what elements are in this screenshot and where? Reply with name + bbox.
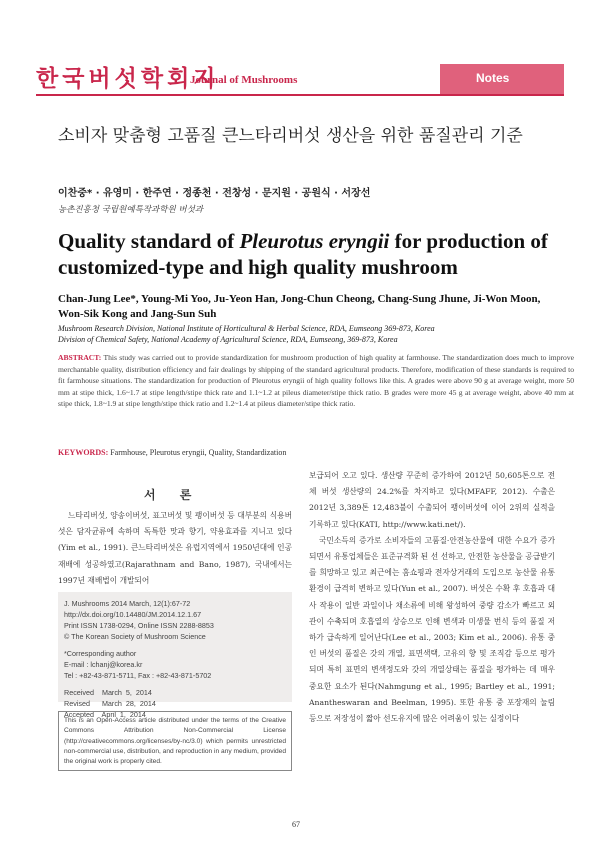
journal-name-korean: 한국버섯학회지	[36, 66, 220, 92]
abstract	[58, 352, 574, 410]
title-english-pre: Quality standard of	[58, 229, 240, 253]
header-divider	[36, 94, 564, 96]
page-number: 67	[292, 820, 300, 829]
section-heading-introduction: 서 론	[144, 488, 202, 502]
affiliation-english-2: Division of Chemical Safety, National Academy of Agricultural Science, RDA, Eumseong, 369-873, Korea	[58, 335, 398, 344]
title-english	[58, 228, 558, 280]
affiliation-korean: 농촌진흥청 국립원예특작과학원 버섯과	[58, 205, 203, 215]
accepted-date: Accepted April 1, 2014	[64, 710, 146, 719]
authors-english: Chan-Jung Lee*, Young-Mi Yoo, Ju-Yeon Han, Jong-Chun Cheong, Chang-Sung Jhune, Ji-Won Moon, Won-Sik Kong and Jang-Sun Suh	[58, 293, 541, 320]
license-text: This is an Open-Access article distributed under the terms of the Creative Commons Attribution Non-Commercial License (http://creativecommons.org/licenses/by-nc/3.0) which permits unrestricted non-commercial use, distribution, and reproduction in any medium, provided the original work is properly cited.	[64, 717, 286, 766]
left-column-text: 느타리버섯, 양송이버섯, 표고버섯 및 팽이버섯 등 대부분의 식용버섯은 담자균류에 속하며 독특한 맛과 향기, 약용효과를 지니고 있다(Yim et al., 1991). 큰느타리버섯은 유럽지역에서 1950년대에 인공재배에 성공하였고(Rajarathnam and Bano, 1987), 국내에서는 1997년 재배법이 개발되어	[58, 511, 292, 585]
right-column-paragraph-2: 국민소득의 증가로 소비자들의 고품질·안전농산물에 대한 수요가 증가되면서 유통업체들은 표준규격화 된 선 선하고, 안전한 농산물을 공급받기를 희망하고 있고 최근에는 홈쇼핑과 전자상거래의 도입으로 농산물 유통환경이 급격히 변하고 있다(Yun et al., 2007). 버섯은 수확 후 호흡과 대사 작용이 일반 과일이나 채소류에 비해 왕성하여 중량 감소가 빠르고 외관이 수축되며 호흡열의 상승으로 인해 변색과 미생물 번식 등의 품질 저하가 급속하게 일어난다(Lee et al., 2003; Kim et al., 2006). 유통 중인 버섯의 품질은 갓의 개열, 표면색택, 고유의 향 및 조직감 등으로 평가되며 특히 표면의 변색정도와 갓의 개열상태는 품질을 평가하는 데 매우 중요한 요소가 된다(Nahmgung et al., 1995; Bartley et al., 1991; Anantheswaran and Beelman, 1995). 또한 유통 중 포장재의 눌림 등으로 저장성이 짧아 선도유지에 많은 어려움이 있는 실정이다	[309, 535, 555, 724]
title-english-post: for production of customized-type and high quality mushroom	[58, 229, 548, 279]
authors-korean: 이찬중* · 유영미 · 한주연 · 정종천 · 전창성 · 문지원 · 공원식 · 서장선	[58, 188, 371, 199]
doi-link[interactable]: http://dx.doi.org/10.14480/JM.2014.12.1.67	[64, 610, 202, 619]
keywords-label: KEYWORDS:	[58, 448, 109, 457]
keywords	[58, 448, 574, 457]
title-korean: 소비자 맞춤형 고품질 큰느타리버섯 생산을 위한 품질관리 기준	[58, 126, 523, 146]
keywords-text: Farmhouse, Pleurotus eryngii, Quality, Standardization	[108, 448, 287, 457]
abstract-label: ABSTRACT:	[58, 353, 102, 362]
affiliation-english	[58, 323, 568, 345]
received-date: Received March 5, 2014	[64, 688, 152, 697]
notes-badge	[440, 64, 564, 94]
abstract-text: This study was carried out to provide standardization for mushroom production of high quality at farmhouse. The standardization does much to improve merchantable quality, distribution efficiency and fair dealings by shipping of the standard agricultural products. Therefore, modification of these standards is required to fit farmhouse situations. The standardization for production of Pleurotus eryngii of high quality follows like this. A grades were above 90 g at average weight, more 50 mm at stipe thick, 1.6~1.7 at stipe length/stipe thick rate and 1.1~1.2 at pileus diameter/stipe thick ratio. B grades were more 45 g at average weight, above 40 mm at stipe thick, 1.8~1.9 at stipe length/stipe thick ratio and 1.2~1.4 at pileus diameter/stipe thick ratio.	[58, 353, 574, 408]
title-english-species: Pleurotus eryngii	[239, 229, 390, 253]
right-column-paragraph-1: 보급되어 오고 있다. 생산량 꾸준히 증가하여 2012년 50,605톤으로 전체 버섯 생산량의 24.2%를 차지하고 있다(MFAFF, 2012). 수출은 2012년 3,389톤 12,483불이 수출되어 팽이버섯에 이어 2위의 실적을 기록하고 있다(KATI, http://www.kati.net/).	[309, 471, 555, 529]
email[interactable]: E-mail : lchanj@korea.kr	[64, 660, 143, 669]
copyright: © The Korean Society of Mushroom Science	[64, 632, 206, 641]
affiliation-english-1: Mushroom Research Division, National Institute of Horticultural & Herbal Science, RDA, Eumseong 369-873, Korea	[58, 324, 435, 333]
issn: Print ISSN 1738-0294, Online ISSN 2288-8853	[64, 621, 214, 630]
right-column	[309, 468, 555, 727]
journal-name-english: Journal of Mushrooms	[190, 74, 298, 86]
revised-date: Revised March 28, 2014	[64, 699, 156, 708]
citation: J. Mushrooms 2014 March, 12(1):67-72	[64, 599, 191, 608]
license-box	[58, 711, 292, 771]
notes-label: Notes	[476, 71, 510, 85]
article-info-box	[58, 592, 292, 719]
corresponding-author-label: *Corresponding author	[64, 649, 137, 658]
telephone: Tel : +82-43-871-5711, Fax : +82-43-871-5702	[64, 671, 212, 680]
